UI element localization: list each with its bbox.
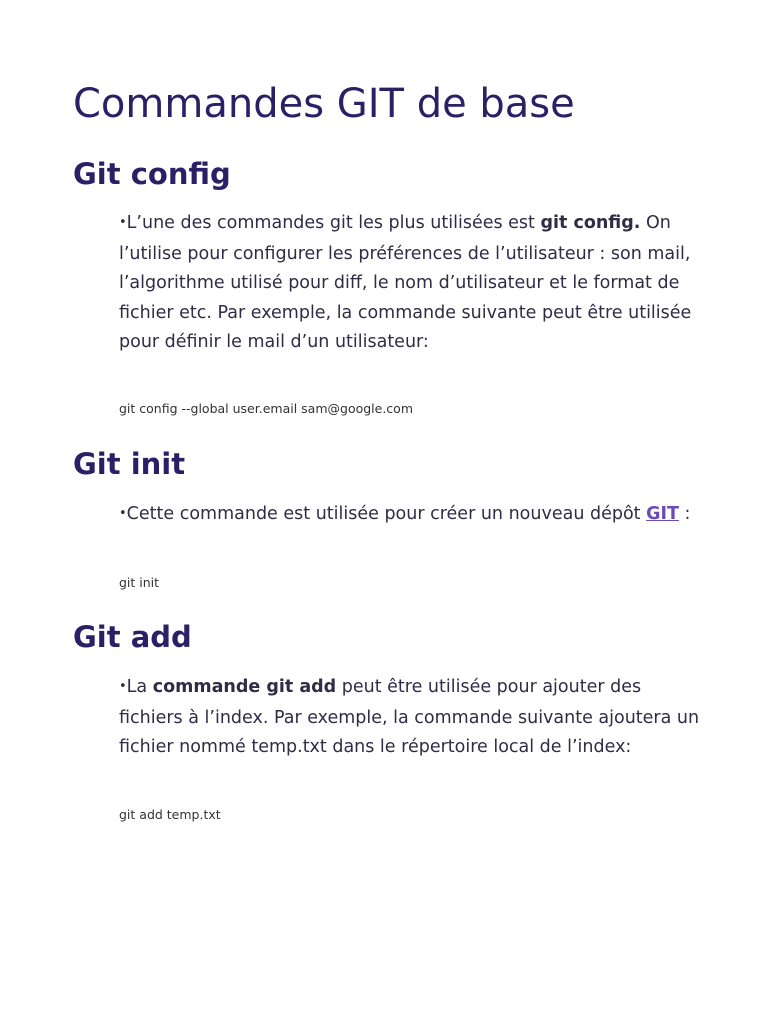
code-example-git-config: git config --global user.email sam@google.com (119, 401, 414, 416)
section-heading-git-add: Git add (73, 620, 192, 654)
paragraph-text: : (678, 504, 691, 524)
section-heading-git-init: Git init (73, 447, 186, 481)
paragraph-text: peut être utilisée pour ajouter des fichiers à l’index. Par exemple, la commande suivante ajoutera un fichier nommé temp.txt dans le répertoire local de l’index: (119, 677, 700, 757)
bullet: • (119, 506, 127, 521)
paragraph-text: La (126, 677, 153, 697)
paragraph-bold-text: commande git add (152, 677, 337, 697)
paragraph-text: Cette commande est utilisée pour créer un nouveau dépôt (126, 504, 647, 524)
paragraph-text: L’une des commandes git les plus utilisées est (126, 213, 541, 233)
code-example-git-add: git add temp.txt (119, 807, 221, 822)
section-heading-git-config: Git config (73, 157, 231, 191)
code-example-git-init: git init (119, 575, 160, 590)
paragraph-text: On l’utilise pour configurer les préférences de l’utilisateur : son mail, l’algorithme utilisé pour diff, le nom d’utilisateur et le format de fichier etc. Par exemple, la commande suivante peut être utilisée pour définir le mail d’un utilisateur: (119, 213, 692, 352)
paragraph-bold-text: git config. (540, 213, 641, 233)
page-title: Commandes GIT de base (73, 81, 575, 127)
paragraph-git-init (119, 500, 709, 531)
bullet: • (119, 215, 127, 230)
paragraph-git-config (119, 209, 709, 358)
bullet: • (119, 679, 127, 694)
git-link[interactable]: GIT (646, 504, 679, 524)
paragraph-git-add (119, 673, 709, 763)
